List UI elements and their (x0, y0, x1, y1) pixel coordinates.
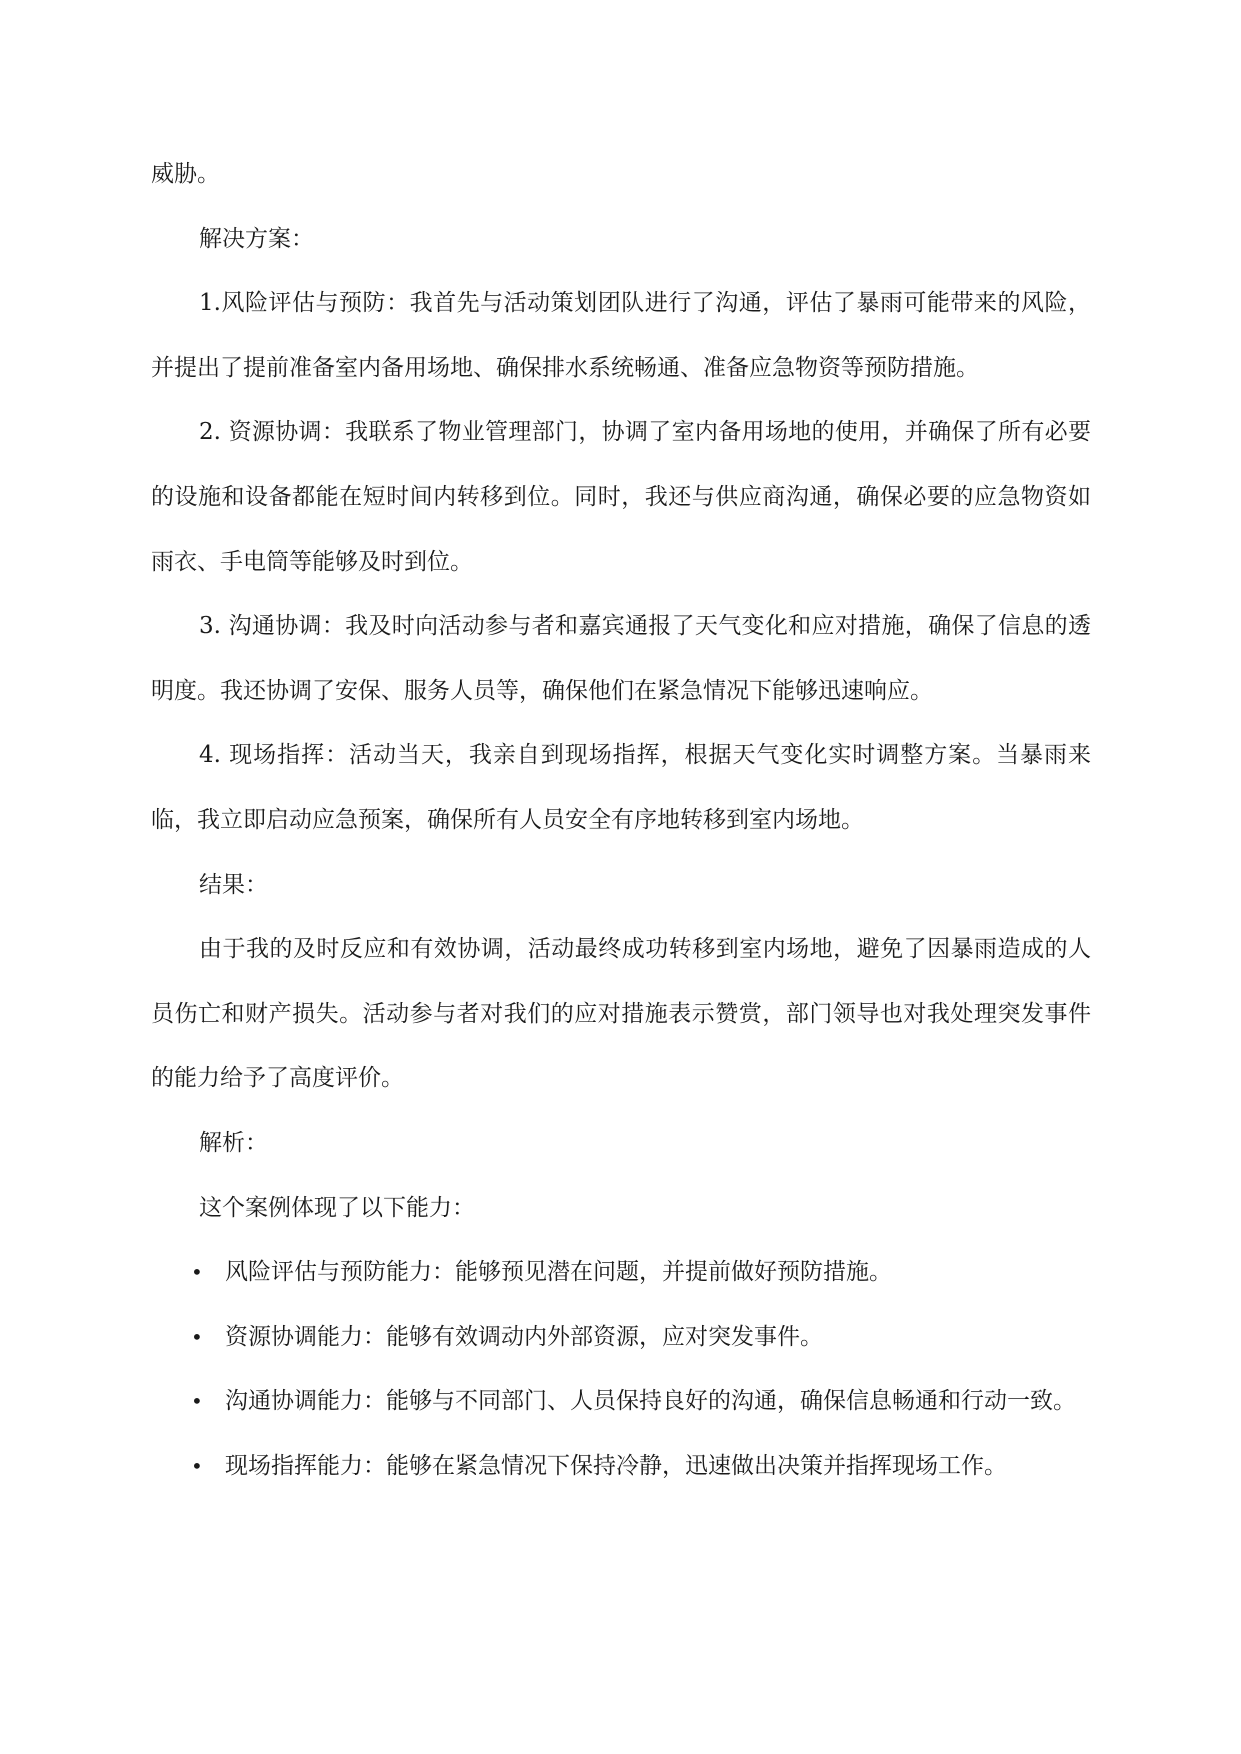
abilities-list (151, 1240, 1091, 1498)
paragraph-risk-assessment: 1.风险评估与预防：我首先与活动策划团队进行了沟通，评估了暴雨可能带来的风险，并提出了提前准备室内备用场地、确保排水系统畅通、准备应急物资等预防措施。 (151, 290, 1091, 381)
paragraph-continuation: 威胁。 (151, 161, 220, 187)
list-item-text: 风险评估与预防能力：能够预见潜在问题，并提前做好预防措施。 (225, 1259, 892, 1286)
paragraph-communication: 3. 沟通协调：我及时向活动参与者和嘉宾通报了天气变化和应对措施，确保了信息的透明度。我还协调了安保、服务人员等，确保他们在紧急情况下能够迅速响应。 (151, 613, 1091, 704)
list-item-text: 资源协调能力：能够有效调动内外部资源，应对突发事件。 (225, 1323, 823, 1350)
heading-solution: 解决方案： (199, 225, 314, 252)
paragraph-result: 由于我的及时反应和有效协调，活动最终成功转移到室内场地，避免了因暴雨造成的人员伤亡和财产损失。活动参与者对我们的应对措施表示赞赏，部门领导也对我处理突发事件的能力给予了高度评价。 (151, 936, 1091, 1092)
list-item (151, 1305, 1091, 1370)
list-item (151, 1434, 1091, 1499)
paragraph-resource-coordination: 2. 资源协调：我联系了物业管理部门，协调了室内备用场地的使用，并确保了所有必要的设施和设备都能在短时间内转移到位。同时，我还与供应商沟通，确保必要的应急物资如雨衣、手电筒等能够及时到位。 (151, 419, 1091, 575)
bullet-icon: • (191, 1324, 203, 1349)
document-body (151, 142, 1091, 1498)
list-item (151, 1369, 1091, 1434)
paragraph-analysis-intro: 这个案例体现了以下能力： (199, 1194, 475, 1221)
bullet-icon: • (191, 1453, 203, 1478)
heading-result: 结果： (199, 871, 268, 898)
paragraph-onsite-command: 4. 现场指挥：活动当天，我亲自到现场指挥，根据天气变化实时调整方案。当暴雨来临，我立即启动应急预案，确保所有人员安全有序地转移到室内场地。 (151, 742, 1091, 833)
list-item-text: 沟通协调能力：能够与不同部门、人员保持良好的沟通，确保信息畅通和行动一致。 (225, 1388, 1076, 1415)
list-item-text: 现场指挥能力：能够在紧急情况下保持冷静，迅速做出决策并指挥现场工作。 (225, 1452, 1007, 1479)
bullet-icon: • (191, 1260, 203, 1285)
list-item (151, 1240, 1091, 1305)
heading-analysis: 解析： (199, 1129, 268, 1156)
bullet-icon: • (191, 1389, 203, 1414)
